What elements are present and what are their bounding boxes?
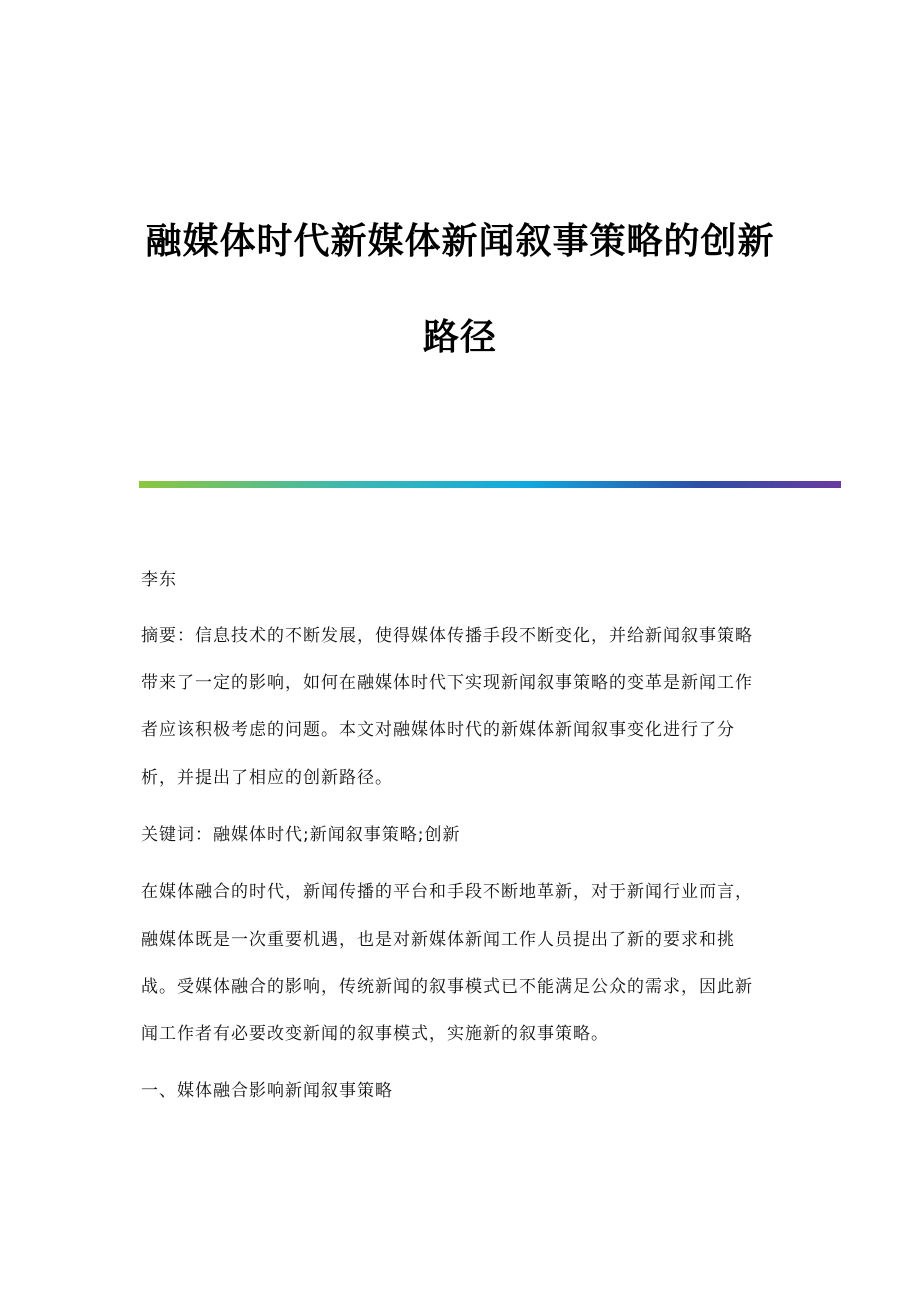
- document-title-line-2: 路径: [422, 316, 497, 358]
- abstract-line-2: 带来了一定的影响，如何在融媒体时代下实现新闻叙事策略的变革是新闻工作: [141, 673, 753, 693]
- keywords: 关键词：融媒体时代;新闻叙事策略;创新: [141, 825, 461, 845]
- intro-line-3: 战。受媒体融合的影响，传统新闻的叙事模式已不能满足公众的需求，因此新: [141, 977, 753, 997]
- section-heading: 一、媒体融合影响新闻叙事策略: [141, 1081, 393, 1101]
- intro-line-2: 融媒体既是一次重要机遇，也是对新媒体新闻工作人员提出了新的要求和挑: [141, 930, 735, 950]
- abstract-line-3: 者应该积极考虑的问题。本文对融媒体时代的新媒体新闻叙事变化进行了分: [141, 720, 735, 740]
- intro-line-4: 闻工作者有必要改变新闻的叙事模式，实施新的叙事策略。: [141, 1024, 609, 1044]
- abstract-line-4: 析，并提出了相应的创新路径。: [141, 768, 393, 788]
- abstract-line-1: 摘要：信息技术的不断发展，使得媒体传播手段不断变化，并给新闻叙事策略: [141, 626, 753, 646]
- author-name: 李东: [141, 570, 177, 590]
- title-divider: [139, 481, 841, 488]
- intro-line-1: 在媒体融合的时代，新闻传播的平台和手段不断地革新，对于新闻行业而言，: [141, 882, 753, 902]
- document-title-line-1: 融媒体时代新媒体新闻叙事策略的创新: [145, 220, 775, 262]
